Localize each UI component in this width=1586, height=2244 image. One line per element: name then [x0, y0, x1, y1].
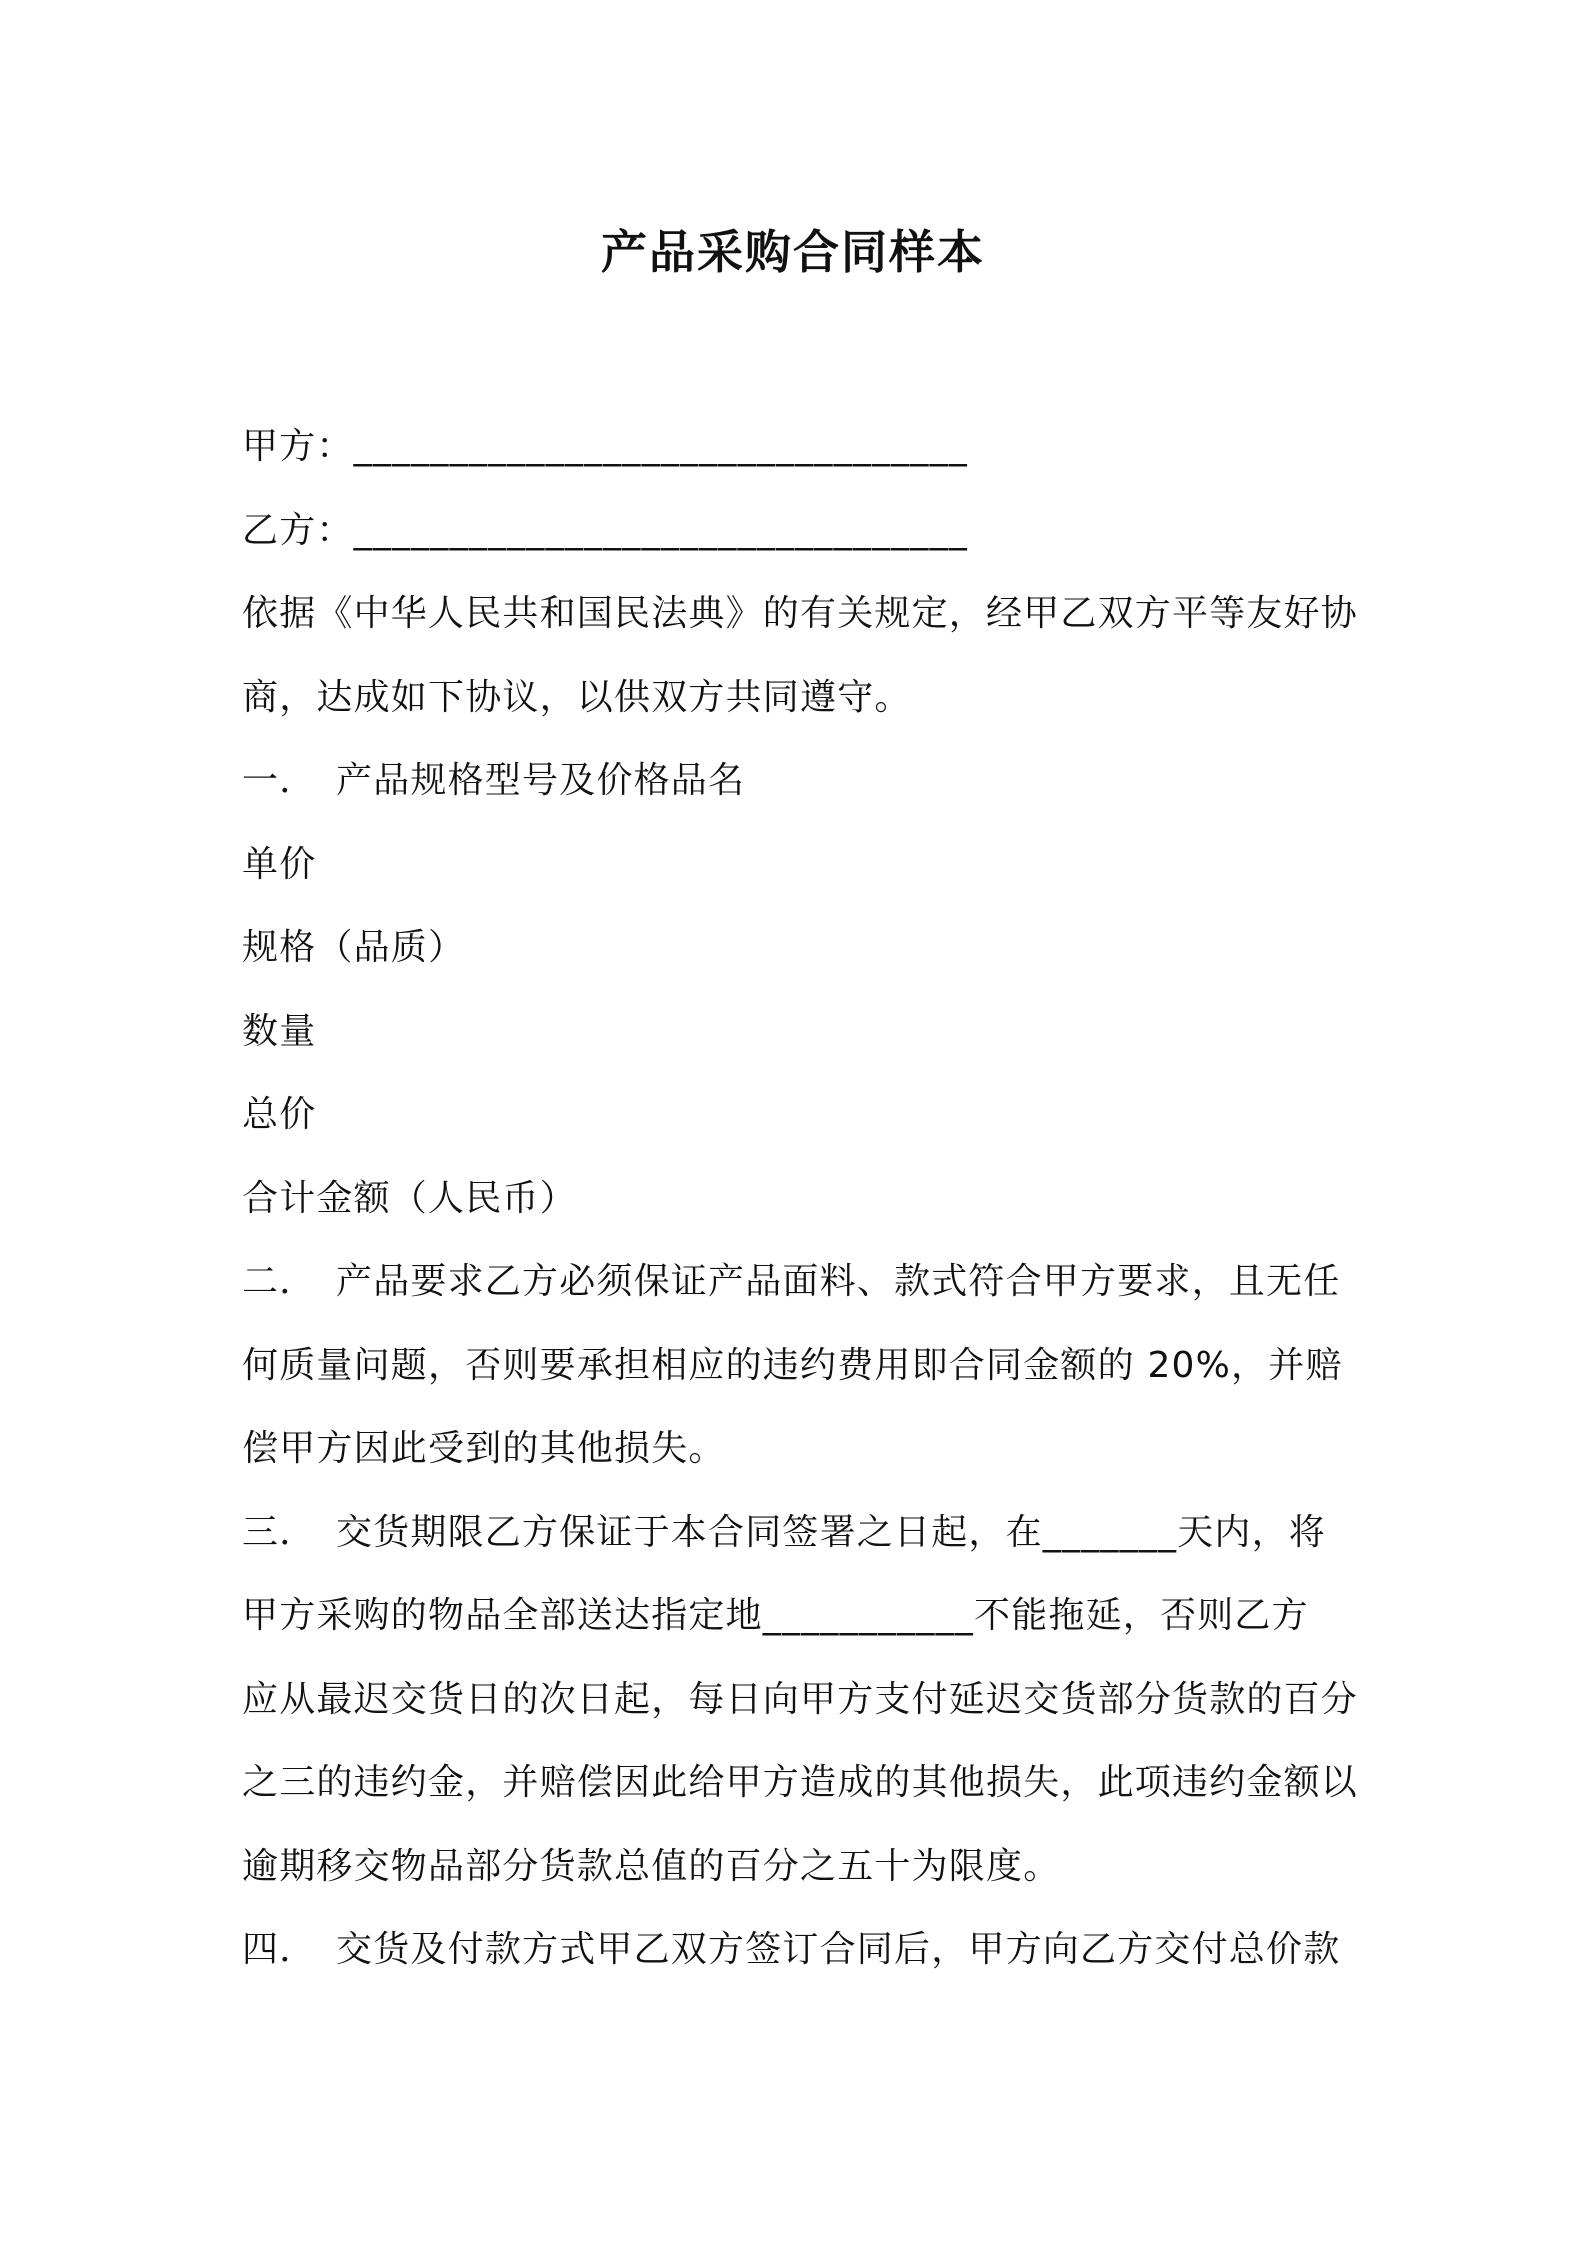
- section-text: 交货期限乙方保证于本合同签署之日起，在_______天内，将: [336, 1511, 1327, 1553]
- intro-paragraph-line: 商，达成如下协议，以供双方共同遵守。: [242, 676, 912, 718]
- party-b-line: 乙方：________________________________: [242, 509, 968, 551]
- list-item: 合计金额（人民币）: [242, 1177, 577, 1219]
- list-item: 数量: [242, 1010, 317, 1052]
- section-3-line: 之三的违约金，并赔偿因此给甲方造成的其他损失，此项违约金额以: [242, 1762, 1359, 1803]
- section-text: 产品要求乙方必须保证产品面料、款式符合甲方要求，且无任: [336, 1261, 1341, 1302]
- document-body: [242, 405, 1357, 1992]
- section-1-heading: [242, 739, 1357, 823]
- section-number: 二．: [242, 1261, 317, 1302]
- section-text: 交货及付款方式甲乙双方签订合同后，甲方向乙方交付总价款: [336, 1929, 1341, 1970]
- section-2-line: 何质量问题，否则要承担相应的违约费用即合同金额的 20%，并赔: [242, 1344, 1343, 1386]
- section-2-line: 偿甲方因此受到的其他损失。: [242, 1428, 726, 1469]
- section-3-line: 甲方采购的物品全部送达指定地___________不能拖延，否则乙方: [242, 1595, 1309, 1636]
- section-number: 三．: [242, 1511, 317, 1553]
- list-item: 规格（品质）: [242, 927, 466, 968]
- section-4-line: [242, 1908, 1357, 1992]
- section-2-line: [242, 1240, 1357, 1324]
- section-3-line: 逾期移交物品部分货款总值的百分之五十为限度。: [242, 1845, 1061, 1887]
- section-number: 一．: [242, 760, 317, 801]
- section-3-line: 应从最迟交货日的次日起，每日向甲方支付延迟交货部分货款的百分: [242, 1678, 1359, 1720]
- section-3-line: [242, 1491, 1357, 1575]
- section-number: 四．: [242, 1929, 317, 1970]
- list-item: 总价: [242, 1094, 317, 1135]
- list-item: 单价: [242, 843, 317, 885]
- intro-paragraph-line: 依据《中华人民共和国民法典》的有关规定，经甲乙双方平等友好协: [242, 593, 1359, 634]
- party-a-line: 甲方：________________________________: [242, 426, 968, 467]
- section-heading-text: 产品规格型号及价格品名: [336, 760, 746, 801]
- document-title: 产品采购合同样本: [601, 225, 985, 279]
